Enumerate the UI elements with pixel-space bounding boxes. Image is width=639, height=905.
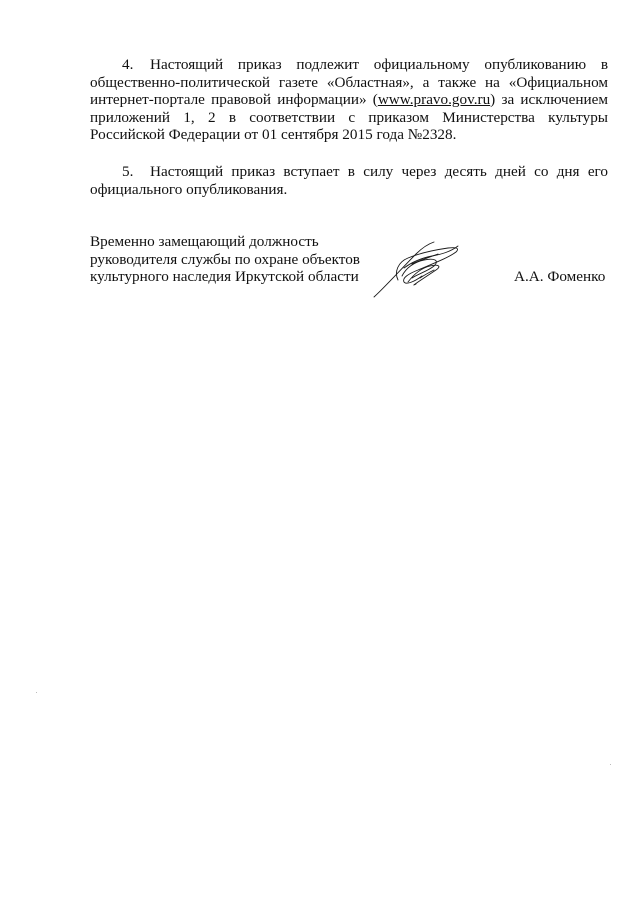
- paragraph-text: Настоящий приказ подлежит официальному опубликованию в общественно-политической газете «Областная», а также на «Официальном интернет-портале правовой информации» (: [90, 56, 608, 109]
- paragraph-item-4: [90, 56, 608, 144]
- pravo-link[interactable]: www.pravo.gov.ru: [377, 91, 491, 109]
- paragraph-item-5: [90, 163, 608, 198]
- signatory-name: А.А. Фоменко: [514, 268, 606, 285]
- paragraph-text: Настоящий приказ вступает в силу через десять дней со дня его официального опубликования.: [90, 163, 608, 198]
- item-number: 4.: [122, 56, 134, 73]
- handwritten-signature: [368, 238, 468, 300]
- position-line-2: руководителя службы по охране объектов: [90, 250, 360, 268]
- scan-speck: [610, 764, 611, 765]
- item-number: 5.: [122, 163, 134, 180]
- paragraph-text-continued: ) за исключением приложений 1, 2 в соответствии с приказом Министерства культуры Российской Федерации от 01 сентября 2015 года №2328.: [90, 91, 608, 144]
- position-line-3: культурного наследия Иркутской области: [90, 268, 359, 286]
- signatory-position: [90, 233, 380, 286]
- position-line-1: Временно замещающий должность: [90, 233, 319, 250]
- scan-speck: [36, 692, 37, 693]
